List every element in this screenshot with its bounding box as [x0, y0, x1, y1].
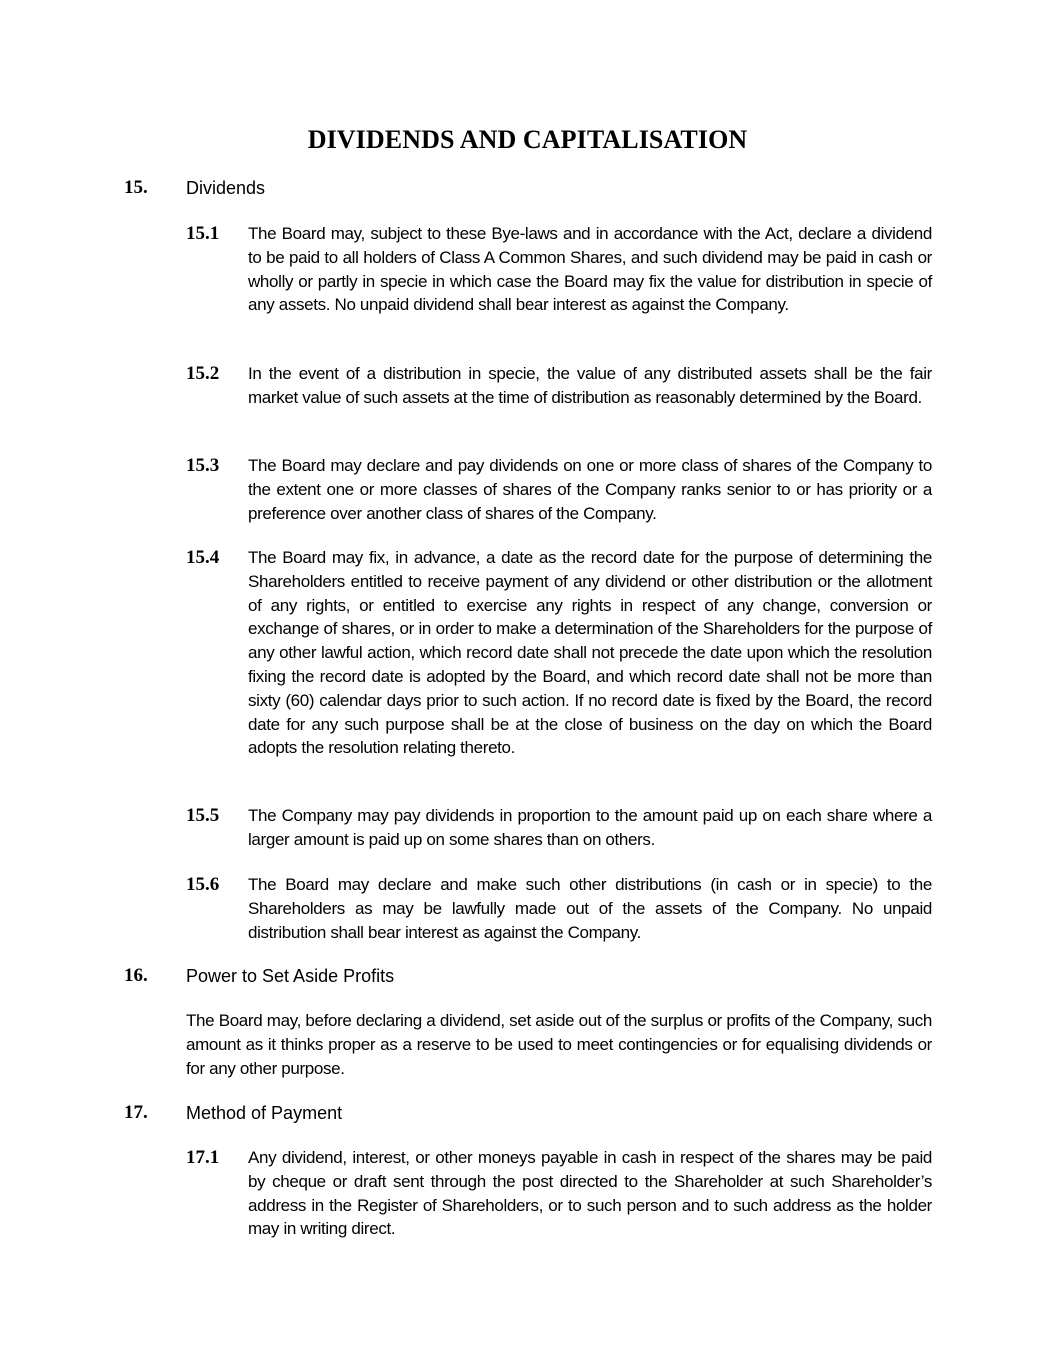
clause-number: 17.1 [186, 1147, 220, 1168]
section-number: 15. [124, 177, 148, 198]
clause-text: In the event of a distribution in specie, the value of any distributed assets shall be the fair market value of such assets at the time of distribution as reasonably determined by the Board. [248, 364, 932, 407]
clause-text: The Board may fix, in advance, a date as the record date for the purpose of determining the Shareholders entitled to receive payment of any dividend or other distribution or the allotment of any rights, or entitled to exercise any rights in respect of any change, conversion or exchange of shares, or in order to make a determination of the Shareholders for the purpose of any other lawful action, which record date shall not precede the date upon which the resolution fixing the record date is adopted by the Board, and which record date shall not be more than sixty (60) calendar days prior to such action. If no record date is fixed by the Board, the record date for any such purpose shall be at the close of business on the day on which the Board adopts the resolution relating thereto. [248, 548, 932, 758]
page-title: DIVIDENDS AND CAPITALISATION [307, 125, 748, 154]
section-title: Power to Set Aside Profits [186, 966, 395, 986]
clause-number: 15.5 [186, 805, 220, 826]
clause-text: Any dividend, interest, or other moneys payable in cash in respect of the shares may be paid by cheque or draft sent through the post directed to the Shareholder at such Shareholder’s address in the Register of Shareholders, or to such person and to such address as the holder may in writing direct. [248, 1148, 932, 1239]
clause-text: The Board may, subject to these Bye-laws and in accordance with the Act, declare a dividend to be paid to all holders of Class A Common Shares, and such dividend may be paid in cash or wholly or partly in specie in which case the Board may fix the value for distribution in specie of any assets. No unpaid dividend shall bear interest as against the Company. [248, 224, 932, 315]
section-number: 17. [124, 1102, 148, 1123]
section-16-body: The Board may, before declaring a dividend, set aside out of the surplus or profits of the Company, such amount as it thinks proper as a reserve to be used to meet contingencies or for equalising dividends or for any other purpose. [186, 1011, 932, 1078]
clause-number: 15.1 [186, 223, 220, 244]
section-number: 16. [124, 965, 148, 986]
clause-number: 15.2 [186, 363, 220, 384]
clause-number: 15.3 [186, 455, 220, 476]
clause-text: The Board may declare and pay dividends on one or more class of shares of the Company to the extent one or more classes of shares of the Company ranks senior to or has priority or a preference over another class of shares of the Company. [248, 456, 932, 523]
clause-text: The Company may pay dividends in proportion to the amount paid up on each share where a larger amount is paid up on some shares than on others. [248, 806, 932, 849]
section-title: Method of Payment [186, 1103, 343, 1123]
clause-number: 15.4 [186, 547, 220, 568]
clause-number: 15.6 [186, 874, 220, 895]
section-title: Dividends [186, 178, 266, 198]
clause-text: The Board may declare and make such other distributions (in cash or in specie) to the Shareholders as may be lawfully made out of the assets of the Company. No unpaid distribution shall bear interest as against the Company. [248, 875, 932, 942]
